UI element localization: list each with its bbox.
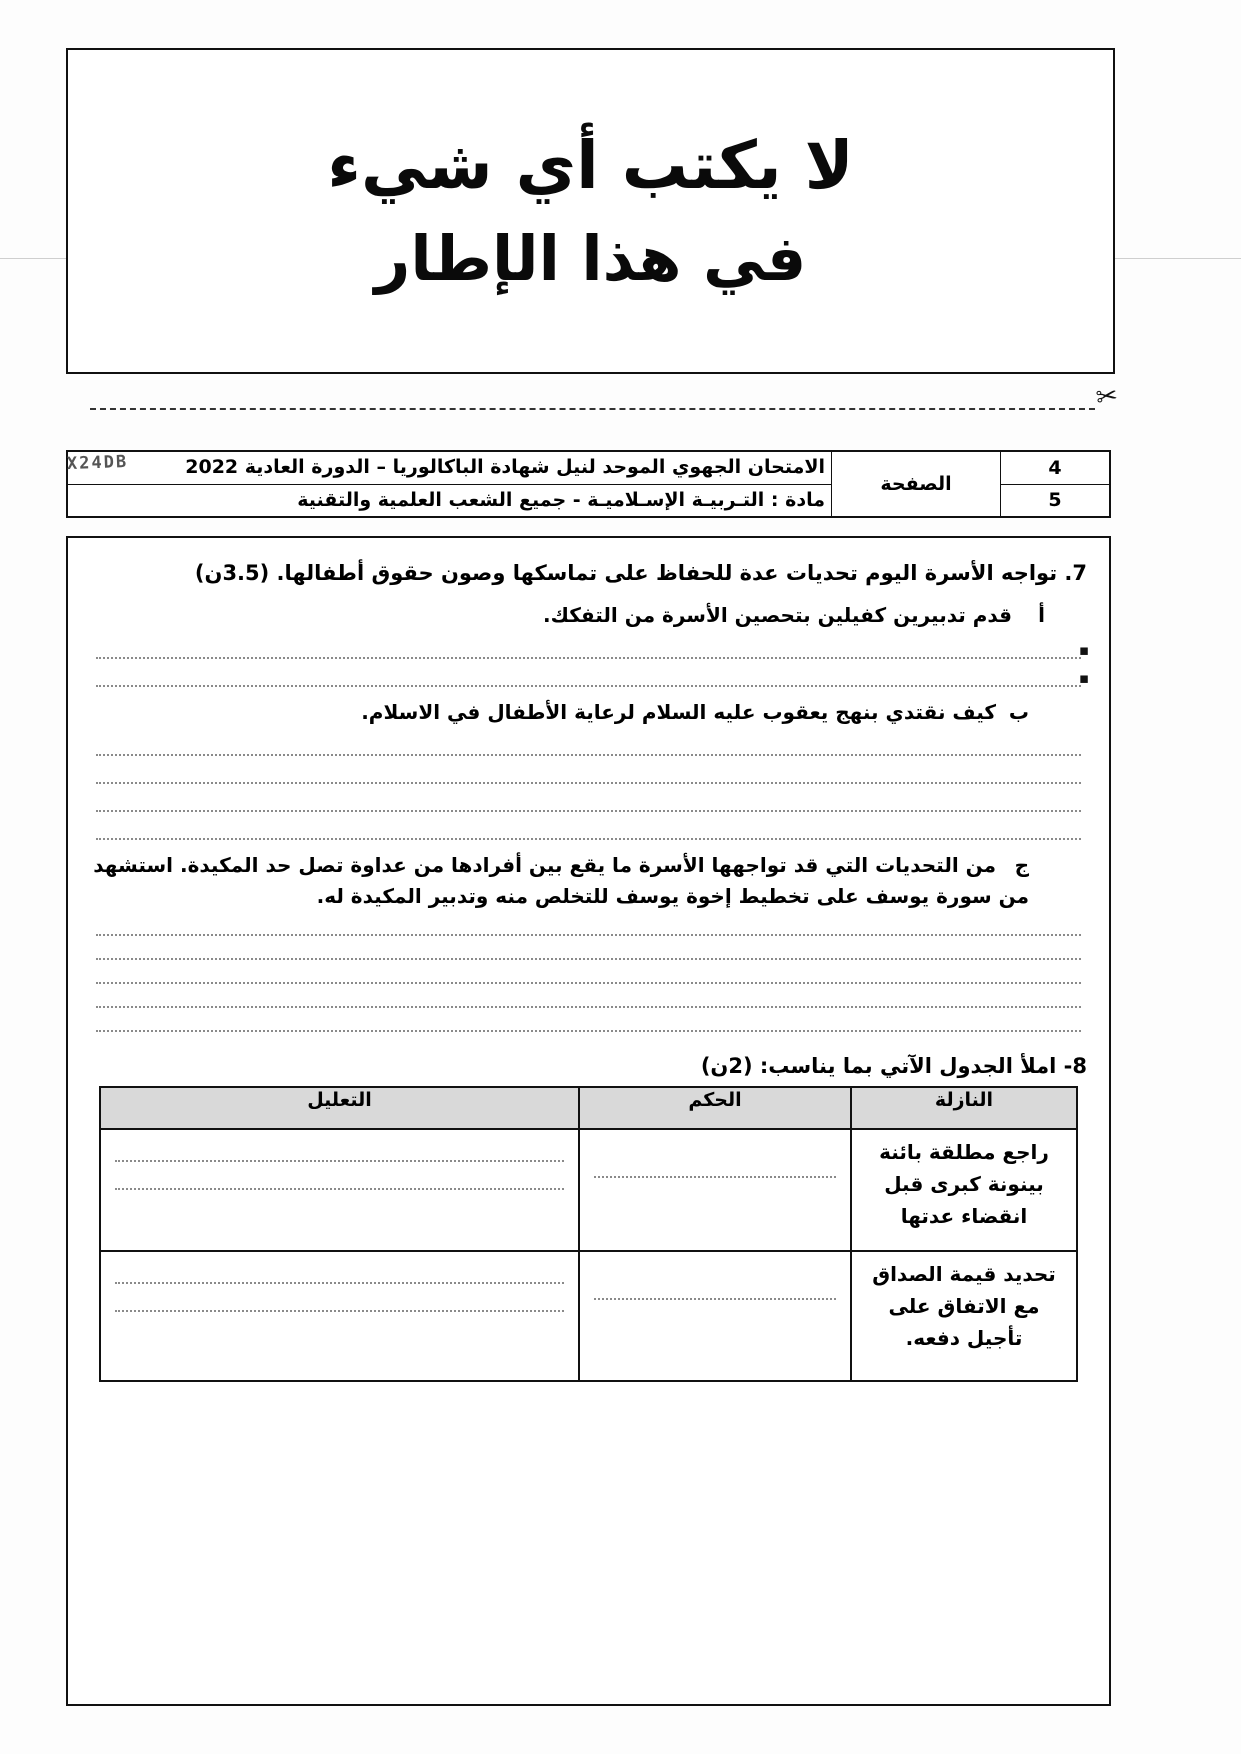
question-8-number: 8- bbox=[1063, 1053, 1087, 1078]
bullet-icon: ▪ bbox=[1078, 640, 1089, 659]
table-header-hukm: الحكم bbox=[579, 1087, 851, 1129]
do-not-write-line-2: في هذا الإطار bbox=[374, 221, 807, 295]
answer-line-7b-2[interactable] bbox=[96, 782, 1081, 784]
question-7-text bbox=[90, 558, 1087, 590]
exam-title-line-2: مادة : التـربيـة الإسـلاميـة - جميع الشعب العلمية والتقنية bbox=[297, 488, 825, 511]
question-7b-label: ب bbox=[1008, 699, 1029, 724]
answer-line-7c-3[interactable] bbox=[96, 982, 1081, 984]
nawazil-table bbox=[99, 1086, 1078, 1382]
answer-line-7a-2[interactable] bbox=[96, 685, 1081, 687]
answer-line-7a-1-wrap bbox=[90, 640, 1089, 659]
answer-line-7c-2[interactable] bbox=[96, 958, 1081, 960]
cut-dashed-line bbox=[90, 408, 1095, 410]
table-row bbox=[100, 1129, 1077, 1251]
answer-line-7c-5[interactable] bbox=[96, 1030, 1081, 1032]
cell-hukm-2[interactable] bbox=[579, 1251, 851, 1381]
question-7a-body: قدم تدبيرين كفيلين بتحصين الأسرة من التفكك. bbox=[542, 602, 1013, 627]
answer-line-7c-4[interactable] bbox=[96, 1006, 1081, 1008]
answer-dotline[interactable] bbox=[594, 1298, 836, 1300]
exam-title-line-1: الامتحان الجهوي الموحد لنيل شهادة الباكالوريا – الدورة العادية 2022 bbox=[67, 451, 832, 484]
answer-line-7b-1[interactable] bbox=[96, 754, 1081, 756]
question-8-body: املأ الجدول الآتي بما يناسب: (2ن) bbox=[700, 1053, 1057, 1078]
answer-line-7a-1[interactable] bbox=[96, 657, 1081, 659]
answer-line-7c-1[interactable] bbox=[96, 934, 1081, 936]
bullet-icon: ▪ bbox=[1078, 668, 1089, 687]
do-not-write-box bbox=[66, 48, 1115, 374]
question-7b-body: كيف نقتدي بنهج يعقوب عليه السلام لرعاية الأطفال في الاسلام. bbox=[361, 699, 997, 724]
table-header-taalil: التعليل bbox=[100, 1087, 579, 1129]
table-row bbox=[100, 1251, 1077, 1381]
answer-area-frame bbox=[66, 536, 1111, 1706]
answer-dotline[interactable] bbox=[115, 1310, 564, 1312]
question-7c-text bbox=[90, 850, 1087, 912]
question-7c-body: من التحديات التي قد تواجهها الأسرة ما يقع بين أفرادها من عداوة تصل حد المكيدة. استشهد من سورة يوسف على تخطيط إخوة يوسف للتخلص منه وتدبير المكيدة له. bbox=[93, 852, 1029, 908]
cell-hukm-1[interactable] bbox=[579, 1129, 851, 1251]
exam-header-table bbox=[66, 450, 1111, 518]
answer-line-7b-4[interactable] bbox=[96, 838, 1081, 840]
scissors-icon: ✂ bbox=[1094, 380, 1120, 414]
page-label: الصفحة bbox=[832, 451, 1001, 517]
page-number-top: 4 bbox=[1001, 451, 1111, 484]
handwritten-code: X24DB bbox=[66, 451, 129, 475]
cell-taalil-2[interactable] bbox=[100, 1251, 579, 1381]
cell-nazila-1: راجع مطلقة بائنة بينونة كبرى قبل انقضاء عدتها bbox=[851, 1129, 1077, 1251]
answer-line-7b-3[interactable] bbox=[96, 810, 1081, 812]
answer-dotline[interactable] bbox=[594, 1176, 836, 1178]
table-header-row bbox=[100, 1087, 1077, 1129]
question-7b-text bbox=[90, 697, 1087, 728]
cell-nazila-2: تحديد قيمة الصداق مع الاتفاق على تأجيل دفعه. bbox=[851, 1251, 1077, 1381]
page-number-bottom: 5 bbox=[1001, 484, 1111, 517]
cell-taalil-1[interactable] bbox=[100, 1129, 579, 1251]
question-7a-text bbox=[90, 600, 1087, 631]
question-7c-label: ج bbox=[1014, 852, 1029, 877]
question-7-body: تواجه الأسرة اليوم تحديات عدة للحفاظ على تماسكها وصون حقوق أطفالها. (3.5ن) bbox=[194, 561, 1058, 585]
answer-dotline[interactable] bbox=[115, 1188, 564, 1190]
answer-dotline[interactable] bbox=[115, 1282, 564, 1284]
question-8-text bbox=[90, 1054, 1087, 1078]
question-7a-label: أ bbox=[1038, 602, 1045, 627]
answer-dotline[interactable] bbox=[115, 1160, 564, 1162]
answer-line-7a-2-wrap bbox=[90, 668, 1089, 687]
question-7-number: 7. bbox=[1064, 561, 1087, 585]
table-header-nazila: النازلة bbox=[851, 1087, 1077, 1129]
do-not-write-line-1: لا يكتب أي شيء bbox=[327, 127, 854, 205]
